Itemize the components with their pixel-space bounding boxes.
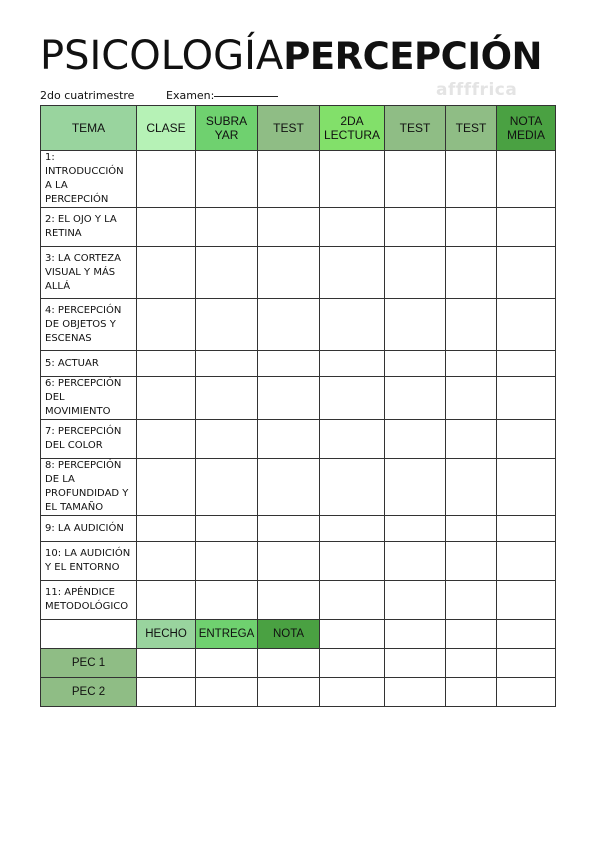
progress-cell[interactable] [258, 542, 320, 581]
progress-cell[interactable] [320, 247, 385, 299]
progress-cell[interactable] [446, 247, 497, 299]
progress-cell[interactable] [497, 299, 556, 351]
empty-cell [446, 678, 497, 707]
progress-cell[interactable] [137, 151, 196, 208]
progress-cell[interactable] [497, 377, 556, 420]
header-test-2: TEST [385, 106, 446, 151]
title-subject: PSICOLOGÍA [40, 33, 284, 79]
progress-cell[interactable] [258, 351, 320, 377]
pec-cell[interactable] [196, 649, 258, 678]
header-subrayar: SUBRA YAR [196, 106, 258, 151]
pec-row [41, 649, 556, 678]
progress-cell[interactable] [446, 581, 497, 620]
progress-cell[interactable] [446, 542, 497, 581]
progress-cell[interactable] [320, 377, 385, 420]
topic-row [41, 247, 556, 299]
progress-cell[interactable] [446, 420, 497, 459]
empty-cell [320, 620, 385, 649]
progress-cell[interactable] [385, 299, 446, 351]
progress-cell[interactable] [446, 377, 497, 420]
exam-date-line[interactable] [214, 96, 278, 97]
progress-cell[interactable] [196, 377, 258, 420]
pec-cell[interactable] [137, 678, 196, 707]
progress-cell[interactable] [320, 299, 385, 351]
progress-cell[interactable] [196, 542, 258, 581]
progress-cell[interactable] [196, 351, 258, 377]
progress-cell[interactable] [258, 581, 320, 620]
topic-row [41, 459, 556, 516]
progress-cell[interactable] [258, 247, 320, 299]
topic-row [41, 516, 556, 542]
progress-cell[interactable] [196, 247, 258, 299]
progress-cell[interactable] [446, 299, 497, 351]
progress-cell[interactable] [385, 516, 446, 542]
pec-cell[interactable] [196, 678, 258, 707]
study-table [40, 105, 556, 707]
progress-cell[interactable] [385, 351, 446, 377]
pec-cell[interactable] [258, 678, 320, 707]
progress-cell[interactable] [196, 151, 258, 208]
pec-row [41, 678, 556, 707]
header-segunda-lectura: 2DA LECTURA [320, 106, 385, 151]
progress-cell[interactable] [320, 420, 385, 459]
empty-cell [497, 678, 556, 707]
topic-name: 4: PERCEPCIÓN DE OBJETOS Y ESCENAS [41, 299, 137, 351]
progress-cell[interactable] [137, 420, 196, 459]
topic-row [41, 299, 556, 351]
topic-row [41, 151, 556, 208]
header-row [41, 106, 556, 151]
progress-cell[interactable] [385, 459, 446, 516]
header-tema: TEMA [41, 106, 137, 151]
progress-cell[interactable] [446, 208, 497, 247]
progress-cell[interactable] [385, 247, 446, 299]
topic-row [41, 542, 556, 581]
progress-cell[interactable] [497, 516, 556, 542]
progress-cell[interactable] [196, 581, 258, 620]
header-clase: CLASE [137, 106, 196, 151]
watermark: affffrica [436, 80, 518, 100]
progress-cell[interactable] [497, 459, 556, 516]
progress-cell[interactable] [446, 151, 497, 208]
header-hecho: HECHO [137, 620, 196, 649]
progress-cell[interactable] [320, 351, 385, 377]
progress-cell[interactable] [258, 208, 320, 247]
progress-cell[interactable] [258, 516, 320, 542]
progress-cell[interactable] [137, 581, 196, 620]
progress-cell[interactable] [196, 459, 258, 516]
progress-cell[interactable] [137, 516, 196, 542]
progress-cell[interactable] [258, 299, 320, 351]
progress-cell[interactable] [137, 299, 196, 351]
pec-header-row [41, 620, 556, 649]
header-nota-media: NOTA MEDIA [497, 106, 556, 151]
pec-cell[interactable] [137, 649, 196, 678]
topic-row [41, 351, 556, 377]
topic-name: 1: INTRODUCCIÓN A LA PERCEPCIÓN [41, 151, 137, 208]
topic-name: 11: APÉNDICE METODOLÓGICO [41, 581, 137, 620]
empty-cell [385, 649, 446, 678]
progress-cell[interactable] [497, 581, 556, 620]
page-title [40, 33, 543, 79]
progress-cell[interactable] [137, 542, 196, 581]
empty-cell [446, 620, 497, 649]
empty-cell [320, 649, 385, 678]
progress-cell[interactable] [320, 151, 385, 208]
empty-cell [497, 649, 556, 678]
topic-name: 8: PERCEPCIÓN DE LA PROFUNDIDAD Y EL TAMAÑO [41, 459, 137, 516]
empty-cell [497, 620, 556, 649]
progress-cell[interactable] [385, 542, 446, 581]
empty-cell [385, 678, 446, 707]
topic-name: 6: PERCEPCIÓN DEL MOVIMIENTO [41, 377, 137, 420]
header-entrega: ENTREGA [196, 620, 258, 649]
topic-name: 9: LA AUDICIÓN [41, 516, 137, 542]
header-test-1: TEST [258, 106, 320, 151]
exam-label: Examen: [166, 89, 215, 102]
topic-name: 2: EL OJO Y LA RETINA [41, 208, 137, 247]
progress-cell[interactable] [258, 377, 320, 420]
progress-cell[interactable] [446, 351, 497, 377]
progress-cell[interactable] [497, 208, 556, 247]
title-course: PERCEPCIÓN [283, 35, 543, 78]
progress-cell[interactable] [137, 459, 196, 516]
progress-cell[interactable] [497, 151, 556, 208]
pec-cell[interactable] [258, 649, 320, 678]
progress-cell[interactable] [258, 459, 320, 516]
topic-name: 10: LA AUDICIÓN Y EL ENTORNO [41, 542, 137, 581]
progress-cell[interactable] [497, 420, 556, 459]
progress-cell[interactable] [196, 299, 258, 351]
progress-cell[interactable] [385, 208, 446, 247]
progress-cell[interactable] [137, 208, 196, 247]
progress-cell[interactable] [137, 377, 196, 420]
progress-cell[interactable] [258, 151, 320, 208]
semester-label: 2do cuatrimestre [40, 89, 135, 102]
progress-cell[interactable] [320, 542, 385, 581]
topic-row [41, 420, 556, 459]
empty-cell [446, 649, 497, 678]
empty-cell [320, 678, 385, 707]
pec-label: PEC 2 [41, 678, 137, 707]
progress-cell[interactable] [320, 208, 385, 247]
pec-label: PEC 1 [41, 649, 137, 678]
progress-cell[interactable] [385, 151, 446, 208]
progress-cell[interactable] [196, 516, 258, 542]
empty-cell [385, 620, 446, 649]
header-nota: NOTA [258, 620, 320, 649]
progress-cell[interactable] [385, 420, 446, 459]
topic-name: 7: PERCEPCIÓN DEL COLOR [41, 420, 137, 459]
progress-cell[interactable] [446, 516, 497, 542]
progress-cell[interactable] [258, 420, 320, 459]
progress-cell[interactable] [320, 459, 385, 516]
topic-row [41, 208, 556, 247]
topic-row [41, 581, 556, 620]
progress-cell[interactable] [385, 581, 446, 620]
progress-cell[interactable] [320, 581, 385, 620]
progress-cell[interactable] [497, 351, 556, 377]
empty-cell [41, 620, 137, 649]
topic-name: 3: LA CORTEZA VISUAL Y MÁS ALLÁ [41, 247, 137, 299]
progress-cell[interactable] [137, 351, 196, 377]
progress-cell[interactable] [137, 247, 196, 299]
topic-row [41, 377, 556, 420]
progress-cell[interactable] [196, 208, 258, 247]
progress-cell[interactable] [497, 247, 556, 299]
progress-cell[interactable] [446, 459, 497, 516]
header-test-3: TEST [446, 106, 497, 151]
progress-cell[interactable] [497, 542, 556, 581]
topic-name: 5: ACTUAR [41, 351, 137, 377]
progress-cell[interactable] [196, 420, 258, 459]
progress-cell[interactable] [320, 516, 385, 542]
progress-cell[interactable] [385, 377, 446, 420]
